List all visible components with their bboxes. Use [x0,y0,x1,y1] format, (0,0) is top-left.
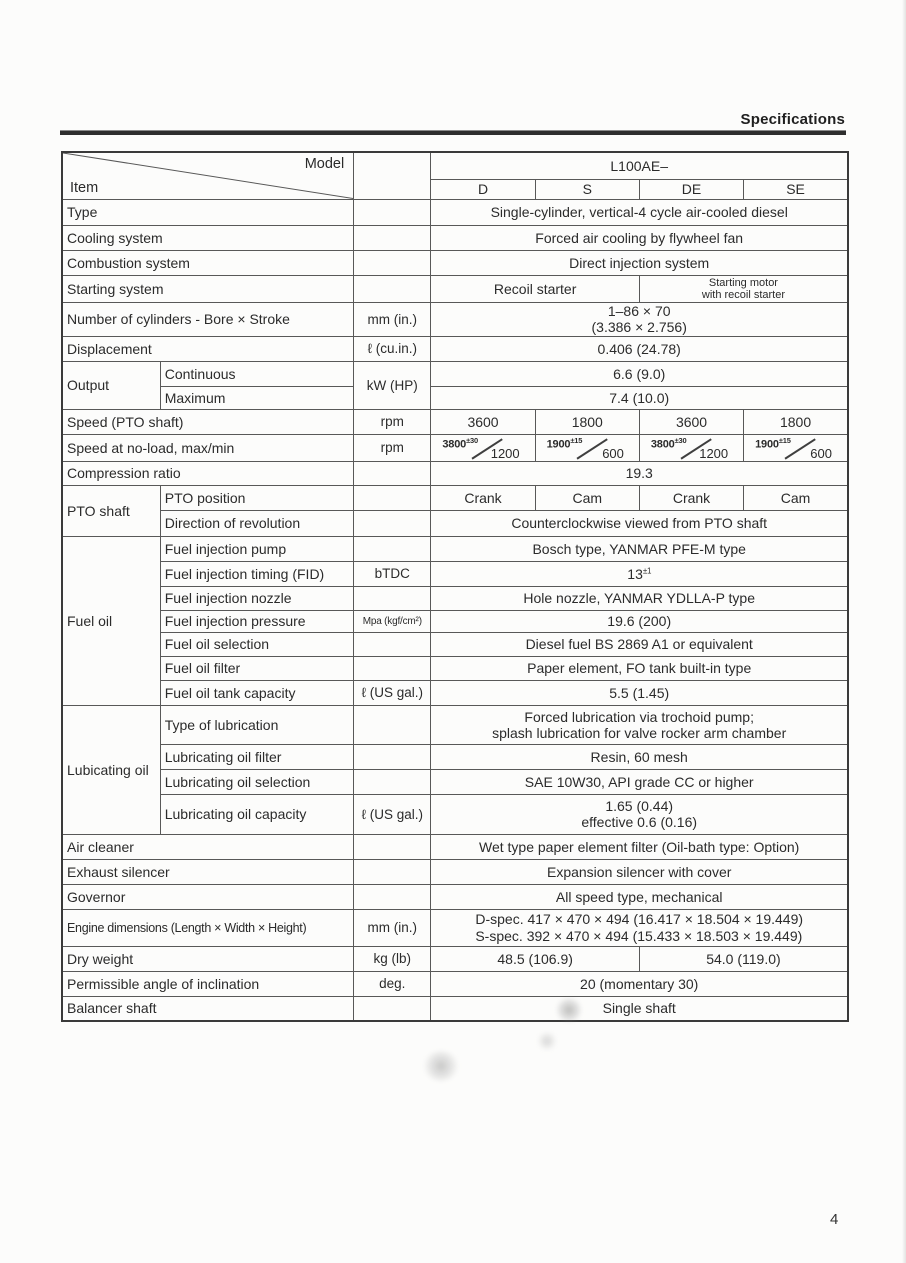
table-row [62,510,848,536]
row-pto-direction-label: Direction of revolution [160,510,353,536]
value-line: Forced lubrication via trochoid pump; [524,708,754,725]
row-displacement-label: Displacement [62,336,354,361]
table-row [62,656,848,680]
row-type-value: Single-cylinder, vertical-4 cycle air-cooled diesel [431,199,848,225]
row-exhaust-label: Exhaust silencer [62,859,354,884]
row-lube-selection-unit [354,769,431,794]
model-item-corner-cell [62,152,354,199]
row-lube-selection-label: Lubricating oil selection [160,769,353,794]
row-lube-type-value [431,705,848,744]
timing-value: 13 [627,565,643,582]
row-fuel-pressure-unit: Mpa (kgf/cm²) [354,610,431,632]
table-row [62,434,848,461]
table-row [62,485,848,510]
row-fuel-filter-unit [354,656,431,680]
table-row [62,834,848,859]
unit-header-cell [354,152,431,199]
noload-max: 1900 [755,438,779,451]
row-noload-label: Speed at no-load, max/min [62,434,354,461]
row-pto-position-label: PTO position [160,485,353,510]
table-row [62,769,848,794]
table-row [62,744,848,769]
value-line: D-spec. 417 × 470 × 494 (16.417 × 18.504 × 19.449) [475,911,804,927]
series-header-cell: L100AE– [431,152,848,179]
row-fuel-tank-value: 5.5 (1.45) [431,680,848,705]
noload-tolerance: ±15 [778,435,791,445]
group-output-label: Output [62,361,160,409]
row-fuel-pressure-label: Fuel injection pressure [160,610,353,632]
row-fuel-pressure-value: 19.6 (200) [431,610,848,632]
row-fuel-nozzle-label: Fuel injection nozzle [160,586,353,610]
group-fuel-oil-label: Fuel oil [62,536,160,705]
table-row [62,996,848,1021]
row-pto-position-unit [354,485,431,510]
row-noload-value-d [431,434,535,461]
row-cylinders-label: Number of cylinders - Bore × Stroke [62,302,354,336]
table-row [62,250,848,275]
row-air-cleaner-value: Wet type paper element filter (Oil-bath type: Option) [431,834,848,859]
col-header-de: DE [639,179,743,199]
table-row [62,302,848,336]
value-line: (3.386 × 2.756) [591,319,687,335]
table-row [62,586,848,610]
corner-model-label: Model [304,156,345,172]
table-row [62,152,848,179]
row-balancer-label: Balancer shaft [62,996,354,1021]
corner-item-label: Item [70,179,99,196]
row-dimensions-label: Engine dimensions (Length × Width × Height) [62,909,354,946]
row-dry-weight-unit: kg (lb) [354,946,431,971]
row-fuel-selection-label: Fuel oil selection [160,632,353,656]
value-line: splash lubrication for valve rocker arm chamber [492,724,787,741]
row-fuel-timing-label: Fuel injection timing (FID) [160,561,353,586]
noload-min: 1200 [699,445,729,461]
noload-tolerance: ±30 [466,435,478,445]
scan-smudge [423,1051,459,1081]
row-lube-selection-value: SAE 10W30, API grade CC or higher [431,769,848,794]
row-exhaust-value: Expansion silencer with cover [431,859,848,884]
row-combustion-value: Direct injection system [431,250,848,275]
header-rule [60,130,846,135]
scan-smudge [538,1030,556,1052]
scan-smudge [556,998,582,1022]
value-line: S-spec. 392 × 470 × 494 (15.433 × 18.503 × 19.449) [475,927,803,944]
row-governor-value: All speed type, mechanical [431,884,848,909]
row-output-maximum-value: 7.4 (10.0) [431,386,848,409]
row-fuel-pump-value: Bosch type, YANMAR PFE-M type [431,536,848,561]
row-cylinders-value [431,302,848,336]
row-lube-capacity-label: Lubricating oil capacity [160,794,353,834]
noload-tolerance: ±15 [570,435,583,445]
value-line: with recoil starter [701,288,786,301]
row-pto-position-s: Cam [535,485,639,510]
table-row [62,610,848,632]
table-row [62,561,848,586]
table-row [62,361,848,386]
col-header-se: SE [744,179,848,199]
table-row [62,971,848,996]
row-inclination-unit: deg. [354,971,431,996]
row-air-cleaner-label: Air cleaner [62,834,354,859]
row-governor-label: Governor [62,884,354,909]
row-noload-value-s [535,434,639,461]
row-pto-position-d: Crank [431,485,535,510]
row-lube-filter-unit [354,744,431,769]
row-pto-position-se: Cam [744,485,848,510]
row-starting-unit [354,275,431,302]
row-fuel-pump-label: Fuel injection pump [160,536,353,561]
noload-max: 1900 [546,438,571,451]
page-title: Specifications [740,111,845,128]
specifications-table [61,151,849,1022]
row-fuel-timing-value [431,561,848,586]
row-pto-position-de: Crank [639,485,743,510]
row-fuel-pump-unit [354,536,431,561]
col-header-d: D [431,179,535,199]
row-pto-direction-value: Counterclockwise viewed from PTO shaft [431,510,848,536]
row-fuel-selection-value: Diesel fuel BS 2869 A1 or equivalent [431,632,848,656]
table-row [62,275,848,302]
row-cooling-label: Cooling system [62,225,354,250]
row-cylinders-unit: mm (in.) [354,302,431,336]
row-air-cleaner-unit [354,834,431,859]
row-lube-capacity-value [431,794,848,834]
table-row [62,859,848,884]
row-output-maximum-label: Maximum [160,386,353,409]
page-number: 4 [830,1211,839,1228]
row-lube-type-unit [354,705,431,744]
table-row [62,225,848,250]
row-displacement-value: 0.406 (24.78) [431,336,848,361]
row-exhaust-unit [354,859,431,884]
row-output-continuous-label: Continuous [160,361,353,386]
table-row [62,632,848,656]
row-starting-recoil-value: Recoil starter [431,275,640,302]
table-row [62,884,848,909]
row-balancer-unit [354,996,431,1021]
noload-min: 1200 [490,445,520,461]
row-combustion-label: Combustion system [62,250,354,275]
row-fuel-nozzle-unit [354,586,431,610]
noload-max: 3800 [442,438,467,451]
row-fuel-tank-unit: ℓ (US gal.) [354,680,431,705]
table-row [62,794,848,834]
row-lube-capacity-unit: ℓ (US gal.) [354,794,431,834]
row-speed-pto-label: Speed (PTO shaft) [62,409,354,434]
row-pto-direction-unit [354,510,431,536]
row-noload-value-se [744,434,848,461]
col-header-s: S [535,179,639,199]
row-lube-filter-label: Lubricating oil filter [160,744,353,769]
row-fuel-nozzle-value: Hole nozzle, YANMAR YDLLA-P type [431,586,848,610]
row-inclination-label: Permissible angle of inclination [62,971,354,996]
row-lube-type-label: Type of lubrication [160,705,353,744]
row-dry-weight-value-dese: 54.0 (119.0) [639,946,848,971]
row-noload-unit: rpm [354,434,431,461]
row-fuel-filter-label: Fuel oil filter [160,656,353,680]
value-line: effective 0.6 (0.16) [581,814,698,830]
row-type-unit [354,199,431,225]
row-speed-pto-value-de: 3600 [639,409,743,434]
row-fuel-timing-unit: bTDC [354,561,431,586]
table-row [62,946,848,971]
row-starting-label: Starting system [62,275,354,302]
table-row [62,336,848,361]
row-noload-value-de [639,434,743,461]
row-fuel-filter-value: Paper element, FO tank built-in type [431,656,848,680]
row-fuel-selection-unit [354,632,431,656]
value-line: 1–86 × 70 [607,303,671,319]
table-row [62,409,848,434]
row-inclination-value: 20 (momentary 30) [431,971,848,996]
noload-max: 3800 [650,438,675,451]
row-speed-pto-value-d: 3600 [431,409,535,434]
row-output-unit: kW (HP) [354,361,431,409]
row-starting-motor-value [639,275,848,302]
row-speed-pto-unit: rpm [354,409,431,434]
noload-tolerance: ±30 [674,435,687,445]
group-pto-shaft-label: PTO shaft [62,485,160,536]
row-cooling-value: Forced air cooling by flywheel fan [431,225,848,250]
row-displacement-unit: ℓ (cu.in.) [354,336,431,361]
row-speed-pto-value-se: 1800 [744,409,848,434]
timing-tolerance: ±1 [642,565,652,575]
noload-min: 600 [810,445,832,461]
row-compression-unit [354,461,431,485]
row-dry-weight-value-ds: 48.5 (106.9) [431,946,640,971]
table-row [62,536,848,561]
row-balancer-value: Single shaft [431,996,848,1021]
row-output-continuous-value: 6.6 (9.0) [431,361,848,386]
table-row [62,461,848,485]
value-line: 1.65 (0.44) [605,798,674,814]
table-row [62,386,848,409]
table-row [62,199,848,225]
value-line: Starting motor [708,276,778,289]
row-cooling-unit [354,225,431,250]
row-compression-value: 19.3 [431,461,848,485]
row-dry-weight-label: Dry weight [62,946,354,971]
table-row [62,680,848,705]
table-row [62,909,848,946]
row-compression-label: Compression ratio [62,461,354,485]
row-dimensions-unit: mm (in.) [354,909,431,946]
row-fuel-tank-label: Fuel oil tank capacity [160,680,353,705]
row-governor-unit [354,884,431,909]
row-lube-filter-value: Resin, 60 mesh [431,744,848,769]
row-type-label: Type [62,199,354,225]
row-dimensions-value [431,909,848,946]
noload-min: 600 [602,445,624,461]
group-lube-oil-label: Lubicating oil [62,705,160,834]
row-speed-pto-value-s: 1800 [535,409,639,434]
row-combustion-unit [354,250,431,275]
table-row [62,705,848,744]
